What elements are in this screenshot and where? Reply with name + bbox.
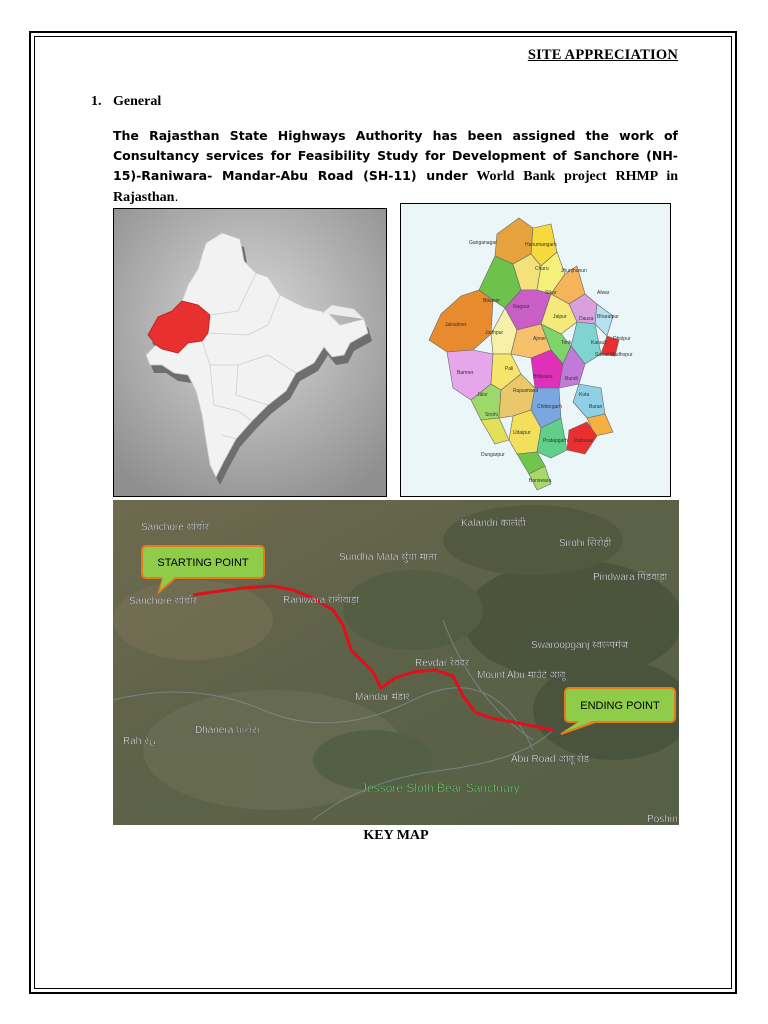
svg-text:Swaroopganj स्वरूपगंज: Swaroopganj स्वरूपगंज [531, 640, 629, 651]
svg-text:Poshin: Poshin [647, 814, 678, 825]
svg-text:Udaipur: Udaipur [513, 430, 531, 436]
svg-text:Sanchore सांचौर: Sanchore सांचौर [129, 596, 197, 607]
key-map-caption: KEY MAP [363, 828, 429, 843]
intro-paragraph [113, 126, 678, 208]
svg-text:Dausa: Dausa [579, 316, 594, 322]
svg-text:Jaisalmer: Jaisalmer [445, 322, 467, 328]
svg-text:Barmer: Barmer [457, 370, 474, 376]
svg-text:Abu Road आबू रोड: Abu Road आबू रोड [511, 754, 589, 765]
svg-text:Sanchore सांचोर: Sanchore सांचोर [141, 522, 209, 533]
svg-text:Ganganagar: Ganganagar [469, 240, 497, 246]
svg-text:Jalor: Jalor [477, 392, 488, 398]
svg-text:Sikar: Sikar [545, 290, 557, 296]
svg-text:Karauli: Karauli [591, 340, 607, 346]
svg-text:Mandar मंडार: Mandar मंडार [355, 692, 410, 703]
svg-text:Tonk: Tonk [561, 340, 572, 346]
india-map-image [113, 208, 387, 497]
svg-text:Pratapgarh: Pratapgarh [543, 438, 568, 444]
page-heading: SITE APPRECIATION [527, 47, 678, 63]
svg-text:Bikaner: Bikaner [483, 298, 500, 304]
svg-text:Alwar: Alwar [597, 290, 610, 296]
svg-text:Kalandri कालंद्री: Kalandri कालंद्री [461, 518, 526, 529]
svg-text:Sawai Madhopur: Sawai Madhopur [595, 352, 633, 358]
svg-text:Churu: Churu [535, 266, 549, 272]
svg-text:Revdar रेवदर: Revdar रेवदर [415, 658, 470, 669]
starting-point-label: STARTING POINT [157, 557, 249, 569]
svg-text:Baran: Baran [589, 404, 603, 410]
svg-text:Kota: Kota [579, 392, 590, 398]
svg-text:Raniwara रानीवाड़ा: Raniwara रानीवाड़ा [283, 595, 359, 606]
svg-text:Jodhpur: Jodhpur [485, 330, 504, 336]
paragraph-text: The Rajasthan State Highways Authority has been assigned the work of Consultancy services for Feasibility Study for Development of Sanchore (NH-15)-Raniwara- Mandar-Abu Road (SH-11) under [113, 128, 678, 183]
ending-point-label: ENDING POINT [580, 700, 660, 712]
svg-text:Pindwara पिंडवाड़ा: Pindwara पिंडवाड़ा [593, 572, 668, 583]
svg-text:Dholpur: Dholpur [613, 336, 631, 342]
svg-text:Hanumangarh: Hanumangarh [525, 242, 557, 248]
svg-text:Rajsamand: Rajsamand [513, 388, 539, 394]
svg-text:Jaipur: Jaipur [553, 314, 567, 320]
svg-text:Sundha Mata सुंधा माता: Sundha Mata सुंधा माता [339, 552, 437, 563]
paragraph-end: . [174, 189, 179, 204]
svg-text:Jhunjhunun: Jhunjhunun [561, 268, 587, 274]
svg-text:Banswara: Banswara [529, 478, 552, 484]
svg-text:Pali: Pali [505, 366, 514, 372]
svg-text:Bundi: Bundi [565, 376, 578, 382]
svg-text:Dungarpur: Dungarpur [481, 452, 505, 458]
svg-text:Jessore Sloth Bear Sanctuary: Jessore Sloth Bear Sanctuary [361, 781, 520, 795]
svg-text:Jhalawar: Jhalawar [573, 438, 594, 444]
svg-text:Nagaur: Nagaur [513, 304, 530, 310]
svg-text:Ajmer: Ajmer [533, 336, 547, 342]
svg-text:Bharatpur: Bharatpur [597, 314, 619, 320]
section-number: 1. [91, 94, 102, 109]
svg-text:Chittorgarh: Chittorgarh [537, 404, 562, 410]
section-heading [91, 94, 161, 110]
svg-text:Mount Abu माउंट आबू: Mount Abu माउंट आबू [477, 670, 566, 681]
svg-text:Bhilwara: Bhilwara [533, 374, 553, 380]
rajasthan-district-map-image [400, 203, 671, 497]
section-title: General [113, 94, 162, 109]
svg-text:Dhanera ધાનેરા: Dhanera ધાનેરા [195, 725, 260, 736]
svg-text:Sirohi: Sirohi [485, 412, 498, 418]
key-map-image [113, 500, 679, 825]
paragraph-text-serif: World Bank project RHMP in Rajasthan [113, 169, 679, 205]
svg-text:Rah રહ: Rah રહ [123, 736, 157, 747]
svg-text:Sirohi सिरोही: Sirohi सिरोही [559, 538, 612, 549]
